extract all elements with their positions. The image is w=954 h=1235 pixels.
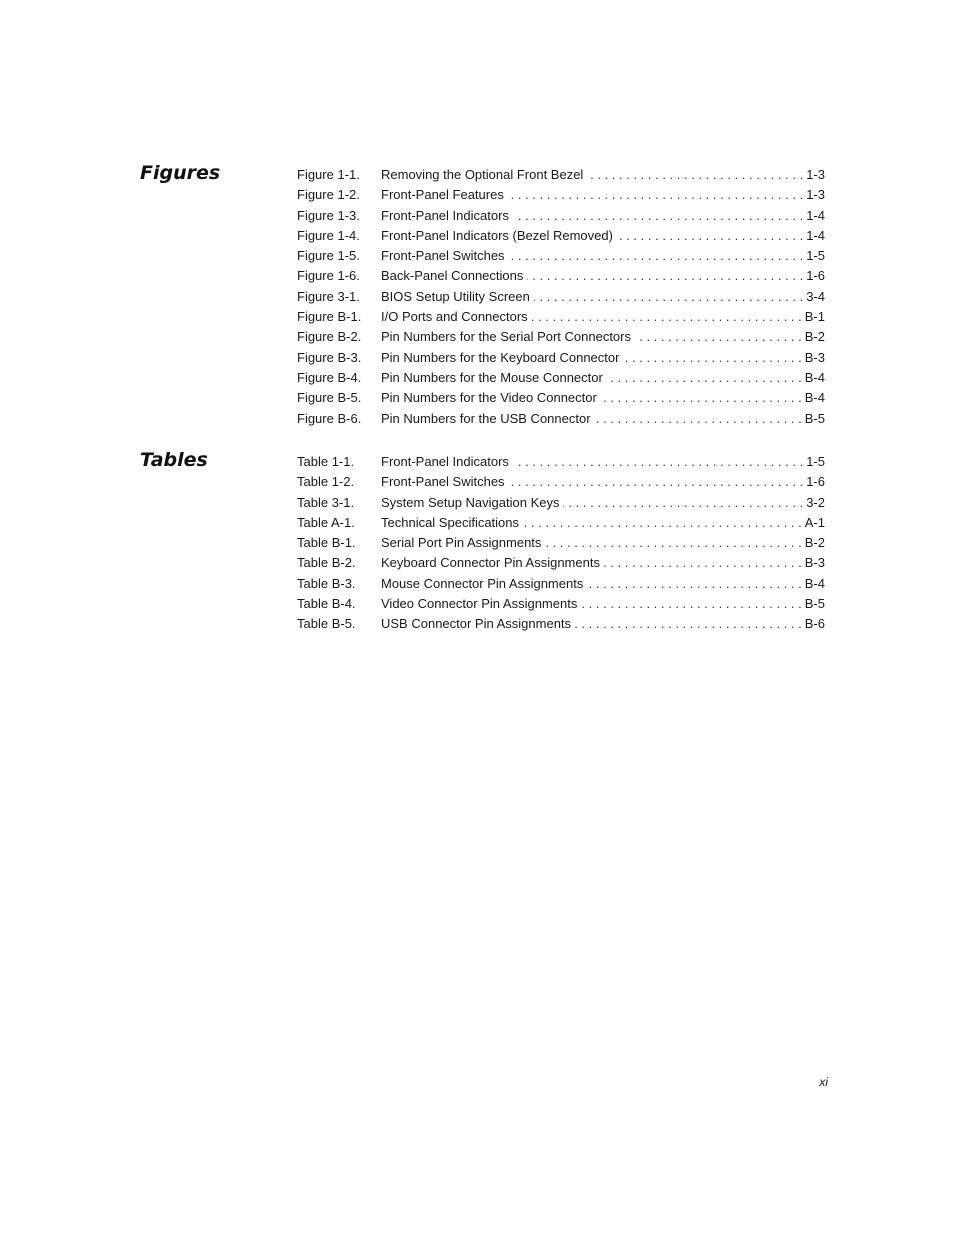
entry-label: Table B-5.	[297, 616, 356, 632]
list-item[interactable]	[297, 165, 825, 185]
dot-leader	[581, 594, 801, 614]
list-item[interactable]	[297, 452, 825, 472]
dot-leader	[595, 409, 802, 429]
list-item[interactable]	[297, 266, 825, 286]
entry-label: Table B-3.	[297, 575, 356, 591]
list-item[interactable]	[297, 287, 825, 307]
list-item[interactable]	[297, 493, 825, 513]
entry-label: Figure 3-1.	[297, 288, 360, 304]
entry-title: BIOS Setup Utility Screen	[381, 288, 530, 304]
list-item[interactable]	[297, 348, 825, 368]
entry-page: B-6	[804, 616, 825, 632]
entry-label: Figure B-1.	[297, 309, 362, 325]
entry-page: 3-4	[806, 288, 825, 304]
entry-page: 3-2	[806, 494, 825, 510]
entry-label: Figure B-4.	[297, 369, 362, 385]
entry-page: B-2	[804, 535, 825, 551]
entry-title: Pin Numbers for the Mouse Connector	[381, 369, 603, 385]
entry-title: Front-Panel Switches	[381, 474, 505, 490]
dot-leader	[509, 246, 804, 266]
dot-leader	[509, 472, 804, 492]
dot-leader	[523, 513, 802, 533]
list-item[interactable]	[297, 472, 825, 492]
list-item[interactable]	[297, 553, 825, 573]
dot-leader	[532, 307, 802, 327]
entry-label: Table A-1.	[297, 514, 355, 530]
entry-title: USB Connector Pin Assignments	[381, 616, 572, 632]
entry-title: Serial Port Pin Assignments	[381, 535, 542, 551]
dot-leader	[623, 348, 801, 368]
list-item[interactable]	[297, 226, 825, 246]
entry-label: Figure 1-1.	[297, 167, 360, 182]
entry-label: Figure 1-2.	[297, 187, 360, 203]
list-item[interactable]	[297, 206, 825, 226]
list-item[interactable]	[297, 513, 825, 533]
dot-leader	[617, 226, 803, 246]
dot-leader	[527, 266, 803, 286]
entry-title: System Setup Navigation Keys	[381, 494, 560, 510]
entry-label: Table B-4.	[297, 596, 356, 612]
dot-leader	[601, 388, 802, 408]
entry-page: 1-4	[806, 227, 825, 243]
entry-title: Mouse Connector Pin Assignments	[381, 575, 584, 591]
page-number: xi	[819, 1075, 828, 1089]
list-item[interactable]	[297, 388, 825, 408]
list-item[interactable]	[297, 409, 825, 429]
dot-leader	[563, 493, 803, 513]
dot-leader	[534, 287, 803, 307]
entry-title: Front-Panel Switches	[381, 248, 505, 264]
entry-title: Pin Numbers for the USB Connector	[381, 410, 591, 426]
entry-title: Back-Panel Connections	[381, 268, 524, 284]
list-item[interactable]	[297, 327, 825, 347]
entry-page: B-4	[804, 369, 825, 385]
entry-title: Pin Numbers for the Serial Port Connectors	[381, 329, 631, 345]
figures-heading: Figures	[140, 162, 221, 184]
list-item[interactable]	[297, 594, 825, 614]
entry-label: Figure B-5.	[297, 390, 362, 406]
entry-label: Table 1-2.	[297, 474, 355, 490]
entry-title: Front-Panel Indicators (Bezel Removed)	[381, 227, 613, 243]
entry-page: B-3	[804, 555, 825, 571]
entry-page: B-4	[804, 575, 825, 591]
entry-label: Table 1-1.	[297, 454, 355, 469]
entry-label: Figure B-6.	[297, 410, 362, 426]
entry-label: Figure 1-3.	[297, 207, 360, 223]
entry-page: B-4	[804, 390, 825, 406]
entry-title: Technical Specifications	[381, 514, 520, 530]
entry-page: 1-6	[806, 268, 825, 284]
entry-title: Front-Panel Indicators	[381, 454, 509, 469]
list-item[interactable]	[297, 185, 825, 205]
dot-leader	[513, 206, 803, 226]
entry-page: 1-4	[806, 207, 825, 223]
list-item[interactable]	[297, 307, 825, 327]
entry-label: Table B-2.	[297, 555, 356, 571]
dot-leader	[508, 185, 803, 205]
entry-page: A-1	[804, 514, 825, 530]
tables-list	[297, 452, 825, 635]
list-item[interactable]	[297, 246, 825, 266]
list-item[interactable]	[297, 533, 825, 553]
dot-leader	[607, 368, 802, 388]
dot-leader	[604, 553, 802, 573]
tables-heading: Tables	[140, 449, 208, 471]
entry-label: Figure B-2.	[297, 329, 362, 345]
entry-title: Front-Panel Indicators	[381, 207, 509, 223]
dot-leader	[587, 165, 803, 185]
entry-page: 1-6	[806, 474, 825, 490]
entry-label: Figure B-3.	[297, 349, 362, 365]
entry-page: B-1	[804, 309, 825, 325]
dot-leader	[513, 452, 803, 472]
entry-label: Figure 1-4.	[297, 227, 360, 243]
entry-page: 1-5	[806, 454, 825, 469]
list-item[interactable]	[297, 614, 825, 634]
dot-leader	[575, 614, 802, 634]
entry-page: B-3	[804, 349, 825, 365]
entry-title: I/O Ports and Connectors	[381, 309, 528, 325]
entry-page: 1-3	[806, 187, 825, 203]
entry-title: Front-Panel Features	[381, 187, 504, 203]
dot-leader	[545, 533, 801, 553]
list-item[interactable]	[297, 574, 825, 594]
entry-page: B-2	[804, 329, 825, 345]
entry-page: 1-3	[806, 167, 825, 182]
entry-label: Table B-1.	[297, 535, 356, 551]
entry-title: Keyboard Connector Pin Assignments	[381, 555, 600, 571]
entry-page: 1-5	[806, 248, 825, 264]
entry-page: B-5	[804, 410, 825, 426]
entry-title: Removing the Optional Front Bezel	[381, 167, 584, 182]
entry-page: B-5	[804, 596, 825, 612]
entry-title: Pin Numbers for the Keyboard Connector	[381, 349, 620, 365]
entry-label: Table 3-1.	[297, 494, 355, 510]
list-item[interactable]	[297, 368, 825, 388]
entry-title: Pin Numbers for the Video Connector	[381, 390, 597, 406]
entry-label: Figure 1-5.	[297, 248, 360, 264]
dot-leader	[635, 327, 802, 347]
entry-label: Figure 1-6.	[297, 268, 360, 284]
dot-leader	[587, 574, 801, 594]
figures-list	[297, 165, 825, 429]
entry-title: Video Connector Pin Assignments	[381, 596, 578, 612]
